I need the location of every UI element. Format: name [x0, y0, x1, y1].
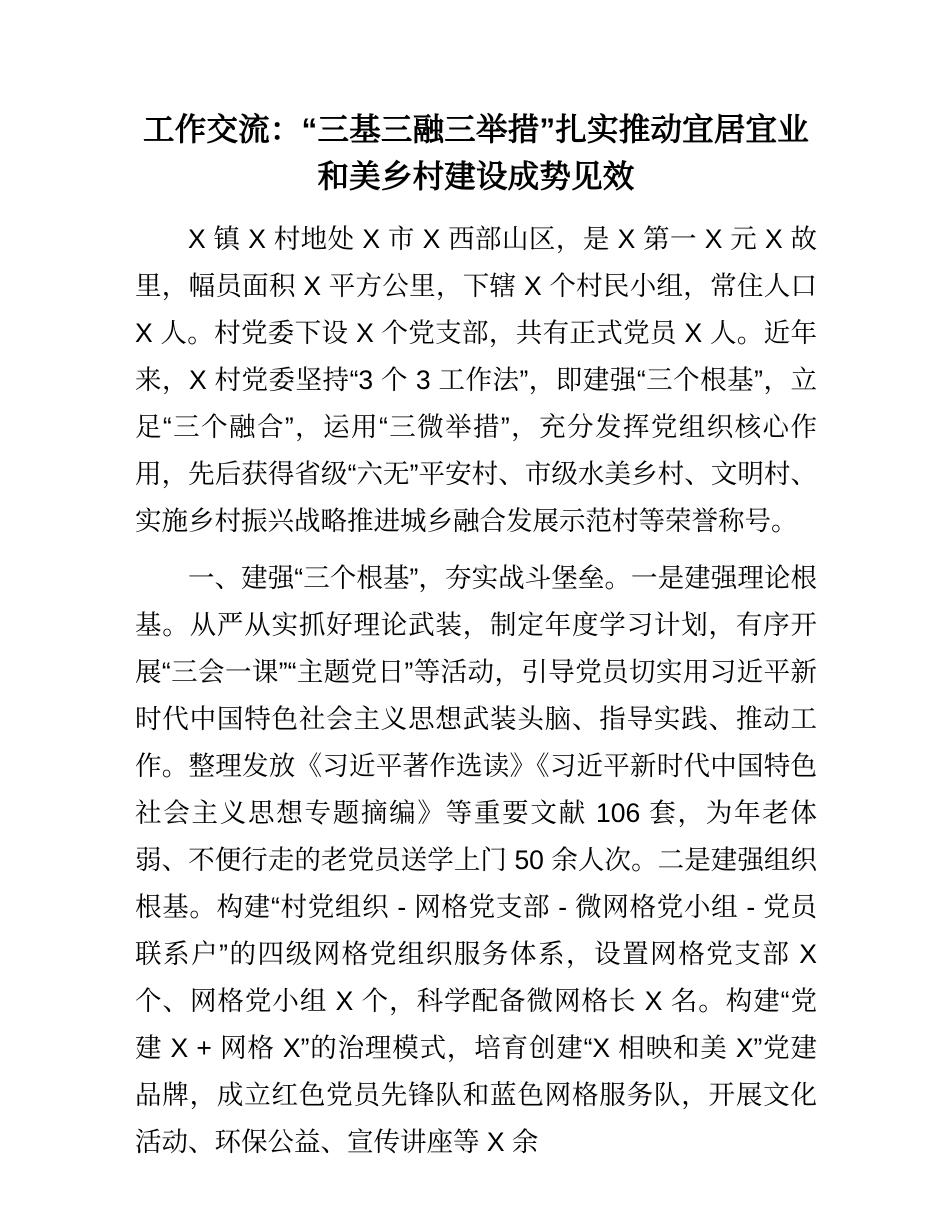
- paragraph-section-one: 一、建强“三个根基”，夯实战斗堡垒。一是建强理论根基。从严从实抓好理论武装，制定年度学习计划，有序开展“三会一课”“主题党日”等活动，引导党员切实用习近平新时代中国特色社会主义思想武装头脑、指导实践、推动工作。整理发放《习近平著作选读》《习近平新时代中国特色社会主义思想专题摘编》等重要文献 106 套，为年老体弱、不便行走的老党员送学上门 50 余人次。二是建强组织根基。构建“村党组织 - 网格党支部 - 微网格党小组 - 党员联系户”的四级网格党组织服务体系，设置网格党支部 X 个、网格党小组 X 个，科学配备微网格长 X 名。构建“党建 X + 网格 X”的治理模式，培育创建“X 相映和美 X”党建品牌，成立红色党员先锋队和蓝色网格服务队，开展文化活动、环保公益、宣传讲座等 X 余: [135, 563, 817, 1157]
- document-content: [135, 106, 817, 1166]
- document-title: 工作交流：“三基三融三举措”扎实推动宜居宜业和美乡村建设成势见效: [143, 111, 809, 194]
- paragraph-intro: X 镇 X 村地处 X 市 X 西部山区，是 X 第一 X 元 X 故里，幅员面积 X 平方公里，下辖 X 个村民小组，常住人口 X 人。村党委下设 X 个党支部，共有正式党员 X 人。近年来，X 村党委坚持“3 个 3 工作法”，即建强“三个根基”，立足“三个融合”，运用“三微举措”，充分发挥党组织核心作用，先后获得省级“六无”平安村、市级水美乡村、文明村、实施乡村振兴战略推进城乡融合发展示范村等荣誉称号。: [135, 224, 817, 536]
